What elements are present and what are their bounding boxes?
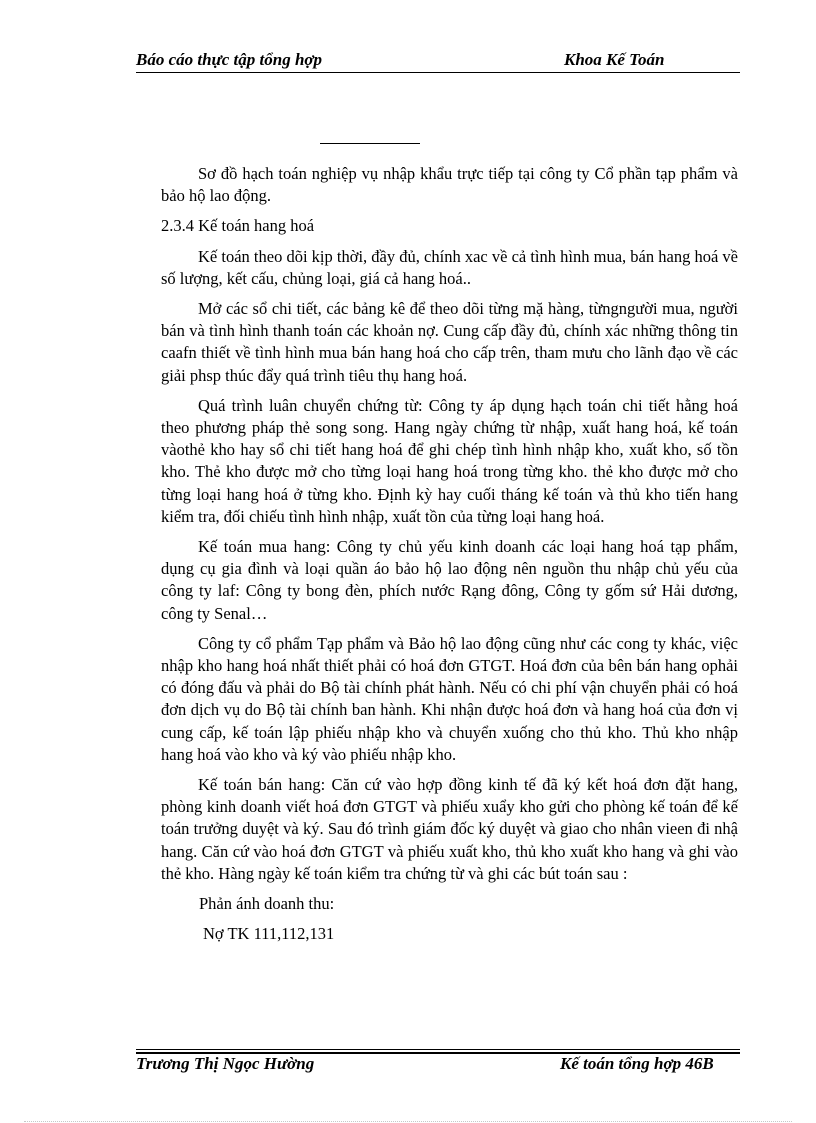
header-rule — [136, 72, 740, 73]
paragraph-monitoring: Kế toán theo dõi kịp thời, đầy đủ, chính xac về cả tình hình mua, bán hang hoá về số lượng, kết cấu, chủng loại, giá cả hang hoá.. — [161, 246, 738, 288]
paragraph-sales-accounting: Kế toán bán hang: Căn cứ vào hợp đồng kinh tế đã ký kết hoá đơn đặt hang, phòng kinh doanh viết hoá đơn GTGT và phiếu xuẩy kho gửi cho phòng kế toán để kế toán trưởng duyệt và ký. Sau đó trình giám đốc ký duyệt và giao cho nhân vieen đi nhậ hang. Căn cứ vào hoá đơn GTGT và phiếu xuất kho, thủ kho xuất kho hang và ghi vào thẻ kho. Hàng ngày kế toán kiểm tra chứng từ và ghi các bút toán sau : — [161, 775, 738, 883]
section-heading: 2.3.4 Kế toán hang hoá — [161, 216, 315, 236]
entry-debit-accounts: Nợ TK 111,112,131 — [203, 924, 335, 944]
paragraph-ledgers: Mở các sổ chi tiết, các bảng kê để theo dõi từng mặ hàng, từngngười mua, người bán và tình hình thanh toán các khoản nợ. Cung cấp đầy đủ, chính xác những thông tin caafn thiết về tình hình mua bán hang hoá cho cấp trên, tham mưu cho lãnh đạo về các giải phsp thúc đẩy quá trình tiêu thụ hang hoá. — [161, 299, 738, 385]
footer-author: Trương Thị Ngọc Hường — [136, 1054, 315, 1073]
page-edge — [24, 1121, 792, 1122]
document-body — [161, 163, 738, 954]
paragraph-diagram-caption: Sơ đồ hạch toán nghiệp vụ nhập khẩu trực tiếp tại công ty Cổ phần tạp phẩm và bảo hộ lao động. — [161, 164, 738, 206]
header-faculty: Khoa Kế Toán — [564, 50, 665, 69]
page-header — [136, 50, 740, 72]
separator-line — [320, 143, 420, 144]
paragraph-document-flow: Quá trình luân chuyển chứng từ: Công ty áp dụng hạch toán chi tiết hằng hoá theo phương pháp thẻ song song. Hang ngày chứng từ nhập, xuất hang hoá, kế toán vàothẻ kho hay sổ chi tiết hang hoá để ghi chép tình hình nhập kho, xuất kho, số tồn kho. Thẻ kho được mở cho từng loại hang hoá trong từng kho. thẻ kho được mở cho từng loại hang hoá ở từng kho. Định kỳ hay cuối tháng kế toán và thủ kho tiến hang kiểm tra, đối chiếu tình hình nhập, xuất tồn của từng loại hang hoá. — [161, 395, 738, 526]
entry-revenue-label: Phản ánh doanh thu: — [199, 894, 335, 914]
paragraph-invoice-rules: Công ty cổ phẩm Tạp phẩm và Bảo hộ lao động cũng như các cong ty khác, việc nhập kho hang hoá nhất thiết phải có hoá đơn GTGT. Hoá đơn của bên bán hang ophải có đóng đấu và phải do Bộ tài chính phát hành. Nếu có chi phí vận chuyển phải có hoá đơn dịch vụ do Bộ tài chính ban hành. Khi nhận được hoá đơn và hang hoá của đơn vị cung cấp, kế toán lập phiếu nhập kho và chuyển xuống cho thủ kho. Thủ kho nhập hang hoá vào kho và ký vào phiếu nhập kho. — [161, 633, 738, 764]
header-report-title: Báo cáo thực tập tổng hợp — [136, 50, 323, 69]
page-footer — [136, 1054, 740, 1076]
footer-rule-thin — [136, 1049, 740, 1050]
paragraph-purchase-accounting: Kế toán mua hang: Công ty chủ yếu kinh doanh các loại hang hoá tạp phẩm, dụng cụ gia đình và loại quần áo bảo hộ lao động nên nguồn thu nhập chủ yếu của công ty laf: Công ty bong đèn, phích nước Rạng đông, Công ty gốm sứ Hải dương, công ty Senal… — [161, 537, 738, 623]
footer-class: Kế toán tổng hợp 46B — [560, 1054, 714, 1073]
